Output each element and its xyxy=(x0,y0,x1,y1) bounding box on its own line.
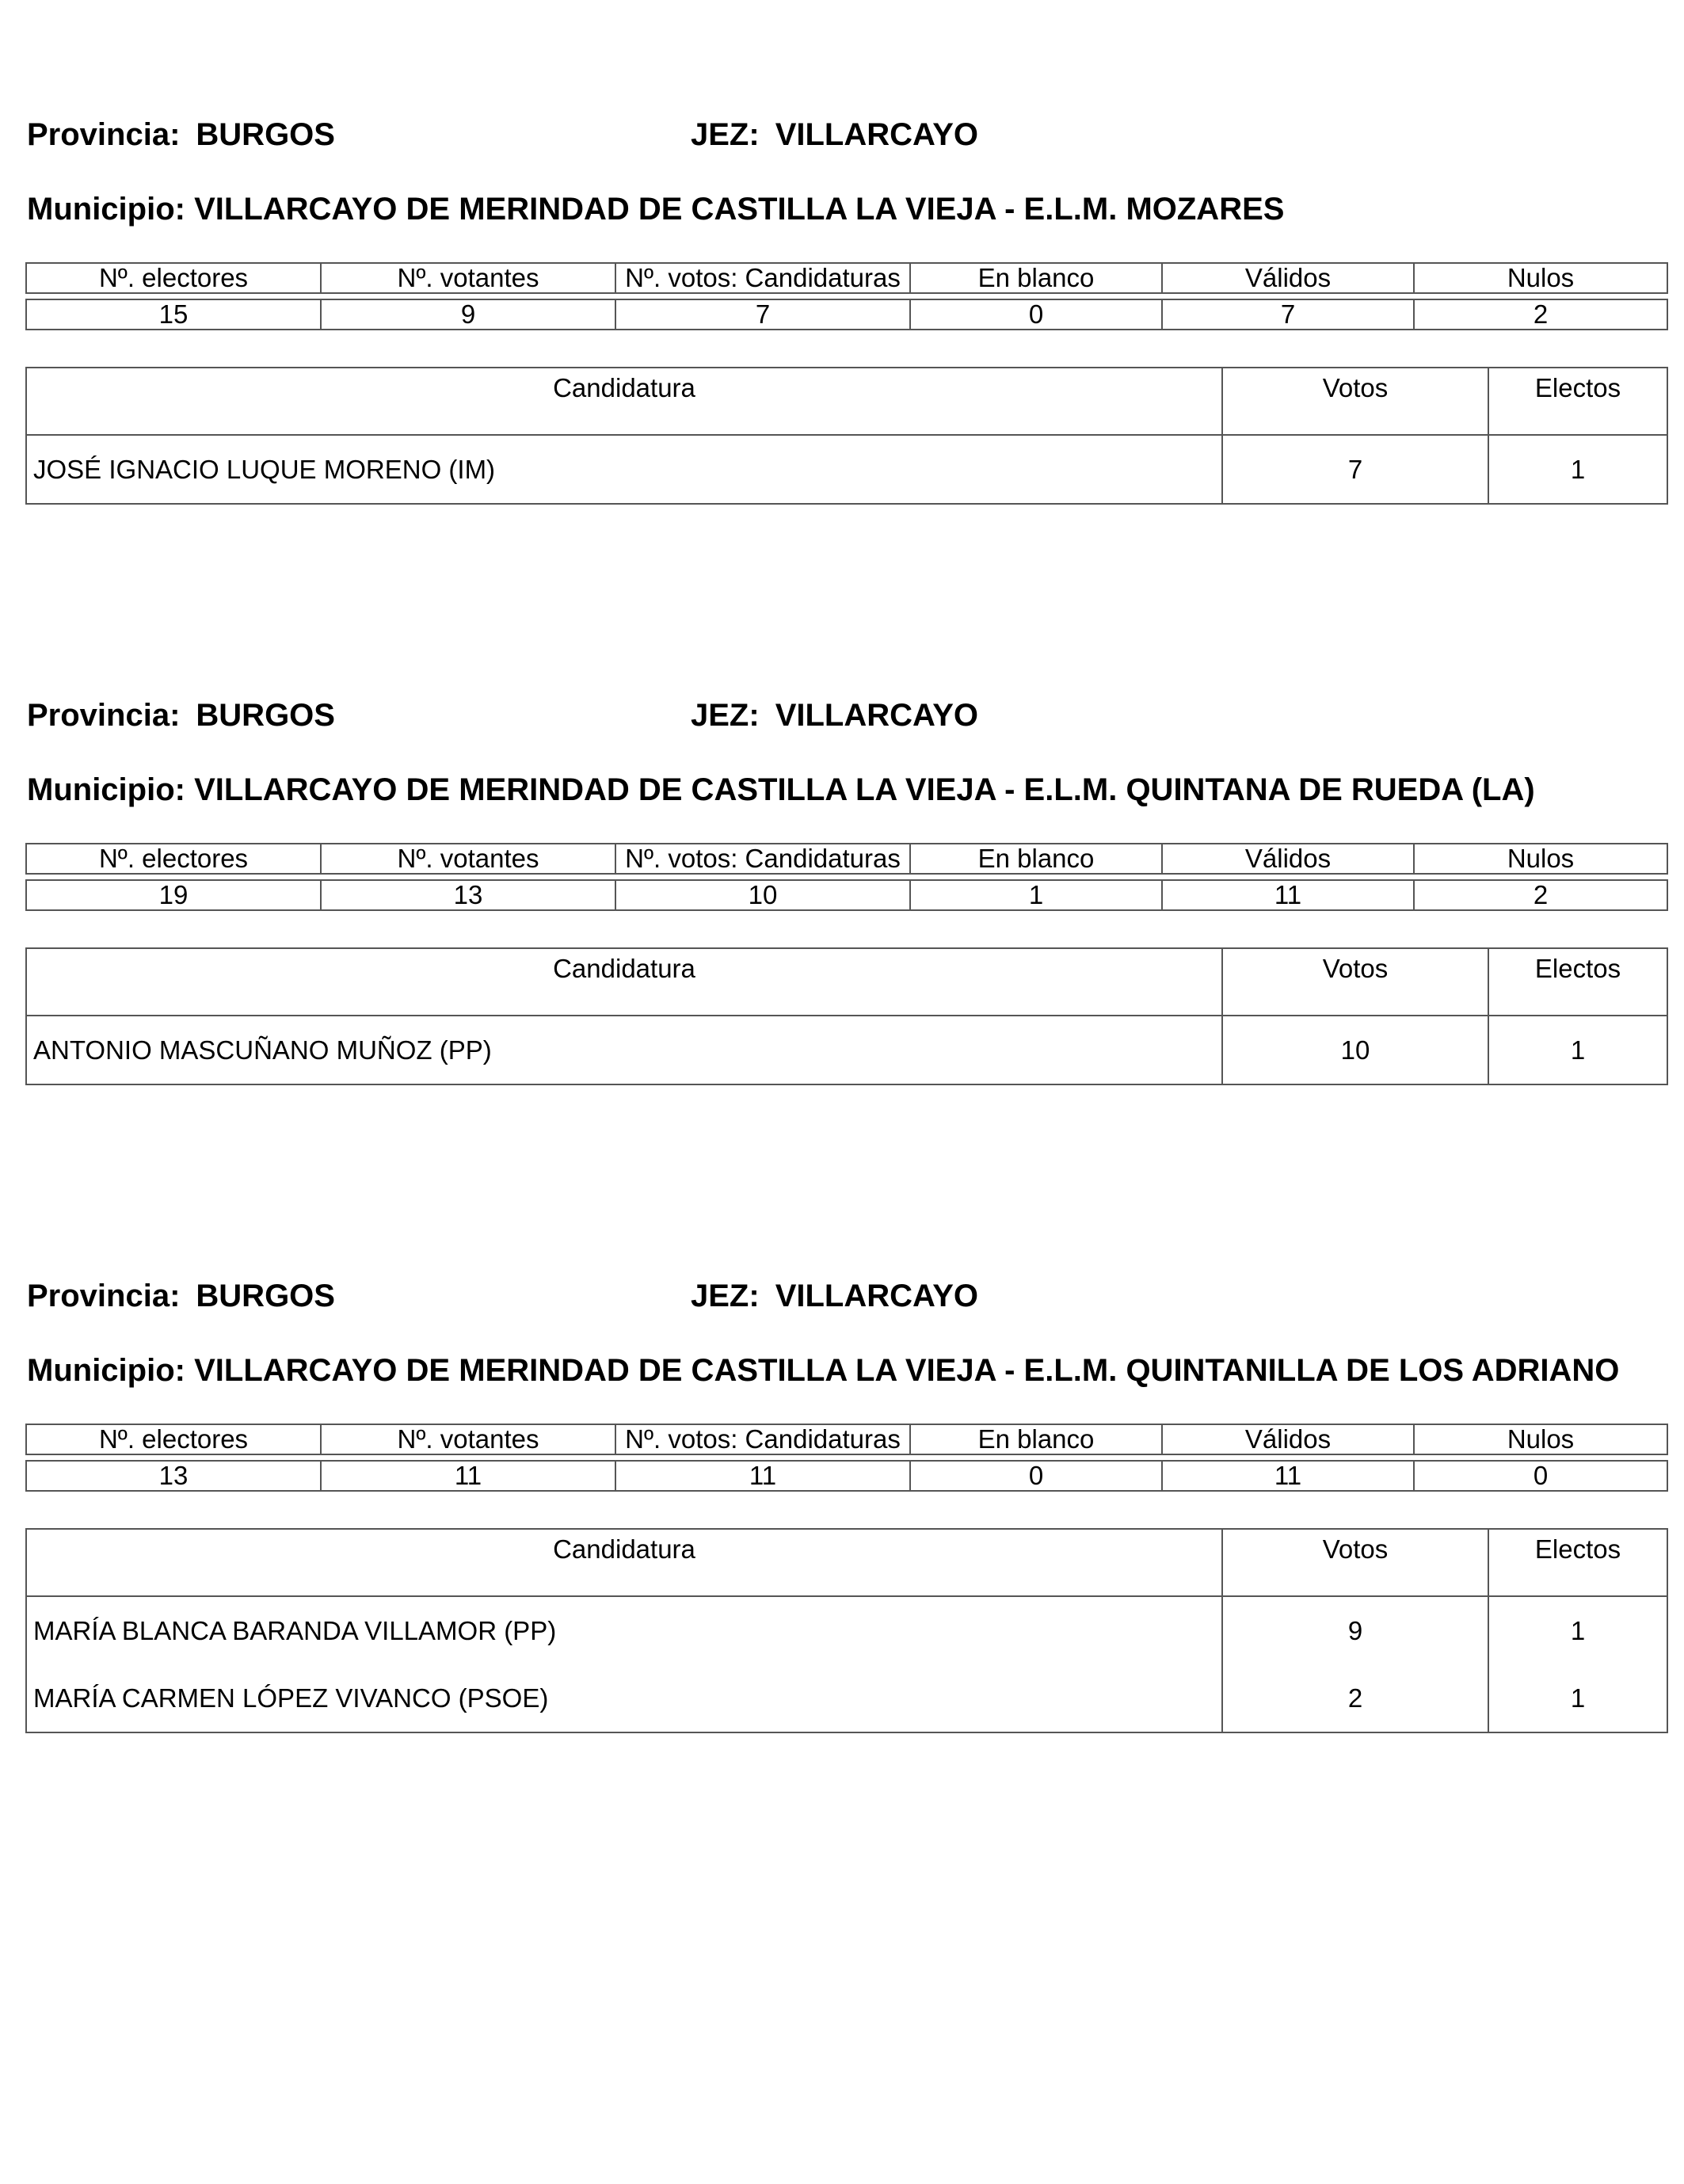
stats-value: 13 xyxy=(26,1461,321,1491)
stats-value: 11 xyxy=(321,1461,615,1491)
candidate-name: MARÍA CARMEN LÓPEZ VIVANCO (PSOE) xyxy=(26,1664,1222,1732)
candidate-votos: 7 xyxy=(1222,435,1488,504)
candidatura-header: Candidatura xyxy=(26,1529,1222,1596)
stats-header: Nº. votantes xyxy=(321,844,615,874)
stats-header: Válidos xyxy=(1162,844,1414,874)
stats-header: Nulos xyxy=(1414,263,1667,293)
candidate-electos: 1 xyxy=(1488,435,1667,504)
candidates-table xyxy=(25,1528,1668,1733)
stats-value: 10 xyxy=(615,880,910,910)
candidate-name: ANTONIO MASCUÑANO MUÑOZ (PP) xyxy=(26,1016,1222,1084)
municipio-label: Municipio: xyxy=(27,1353,185,1388)
candidate-row xyxy=(26,1664,1667,1732)
municipio-label: Municipio: xyxy=(27,772,185,807)
stats-header: Nº. votos: Candidaturas xyxy=(615,844,910,874)
stats-value: 9 xyxy=(321,299,615,330)
jez-label: JEZ: xyxy=(691,117,760,152)
candidates-header-row xyxy=(26,1529,1667,1596)
votos-header: Votos xyxy=(1222,948,1488,1016)
candidates-header-row xyxy=(26,368,1667,435)
stats-header: Nº. electores xyxy=(26,263,321,293)
candidate-name: JOSÉ IGNACIO LUQUE MORENO (IM) xyxy=(26,435,1222,504)
electos-header: Electos xyxy=(1488,368,1667,435)
stats-table xyxy=(25,1424,1668,1492)
electos-header: Electos xyxy=(1488,948,1667,1016)
provincia-value: BURGOS xyxy=(196,698,335,733)
candidate-name: MARÍA BLANCA BARANDA VILLAMOR (PP) xyxy=(26,1596,1222,1664)
candidatura-header: Candidatura xyxy=(26,368,1222,435)
stats-header: Válidos xyxy=(1162,263,1414,293)
municipio-value: VILLARCAYO DE MERINDAD DE CASTILLA LA VIEJA - E.L.M. QUINTANILLA DE LOS ADRIANO xyxy=(194,1353,1620,1388)
election-block-3 xyxy=(25,1276,1667,1733)
stats-value: 7 xyxy=(1162,299,1414,330)
stats-header: Nº. electores xyxy=(26,1424,321,1454)
candidate-electos: 1 xyxy=(1488,1596,1667,1664)
stats-value: 13 xyxy=(321,880,615,910)
stats-value: 15 xyxy=(26,299,321,330)
provincia-label: Provincia: xyxy=(27,117,181,152)
candidate-row xyxy=(26,1016,1667,1084)
header-line xyxy=(25,1276,1667,1316)
stats-header-row xyxy=(26,263,1667,293)
candidate-votos: 2 xyxy=(1222,1664,1488,1732)
header-line xyxy=(25,115,1667,154)
candidate-votos: 10 xyxy=(1222,1016,1488,1084)
candidates-header-row xyxy=(26,948,1667,1016)
municipio-value: VILLARCAYO DE MERINDAD DE CASTILLA LA VIEJA - E.L.M. MOZARES xyxy=(194,192,1285,227)
municipio-label: Municipio: xyxy=(27,192,185,227)
stats-header: Nulos xyxy=(1414,1424,1667,1454)
stats-value-row xyxy=(26,880,1667,910)
election-block-2 xyxy=(25,696,1667,1085)
candidate-row xyxy=(26,1596,1667,1664)
stats-value: 11 xyxy=(1162,880,1414,910)
stats-value: 11 xyxy=(1162,1461,1414,1491)
stats-header: Nº. electores xyxy=(26,844,321,874)
provincia-label: Provincia: xyxy=(27,1279,181,1313)
stats-value-row xyxy=(26,1461,1667,1491)
stats-header-row xyxy=(26,844,1667,874)
municipio-line xyxy=(25,189,1684,229)
stats-value: 1 xyxy=(910,880,1162,910)
stats-value: 7 xyxy=(615,299,910,330)
jez-value: VILLARCAYO xyxy=(775,1279,979,1313)
stats-header: Nº. votos: Candidaturas xyxy=(615,1424,910,1454)
votos-header: Votos xyxy=(1222,1529,1488,1596)
stats-value: 2 xyxy=(1414,299,1667,330)
stats-table xyxy=(25,843,1668,911)
stats-header: En blanco xyxy=(910,1424,1162,1454)
candidate-electos: 1 xyxy=(1488,1664,1667,1732)
candidates-table xyxy=(25,947,1668,1085)
provincia-value: BURGOS xyxy=(196,117,335,152)
provincia-value: BURGOS xyxy=(196,1279,335,1313)
stats-value-row xyxy=(26,299,1667,330)
candidatura-header: Candidatura xyxy=(26,948,1222,1016)
stats-header: Válidos xyxy=(1162,1424,1414,1454)
stats-header: Nº. votantes xyxy=(321,1424,615,1454)
municipio-line xyxy=(25,770,1684,810)
stats-value: 19 xyxy=(26,880,321,910)
jez-value: VILLARCAYO xyxy=(775,698,979,733)
stats-value: 0 xyxy=(910,299,1162,330)
header-line xyxy=(25,696,1667,735)
candidate-electos: 1 xyxy=(1488,1016,1667,1084)
stats-header-row xyxy=(26,1424,1667,1454)
stats-header: Nº. votos: Candidaturas xyxy=(615,263,910,293)
stats-value: 11 xyxy=(615,1461,910,1491)
stats-value: 0 xyxy=(910,1461,1162,1491)
stats-header: En blanco xyxy=(910,263,1162,293)
stats-header: Nº. votantes xyxy=(321,263,615,293)
election-block-1 xyxy=(25,115,1667,505)
stats-header: En blanco xyxy=(910,844,1162,874)
stats-table xyxy=(25,262,1668,330)
jez-label: JEZ: xyxy=(691,1279,760,1313)
municipio-value: VILLARCAYO DE MERINDAD DE CASTILLA LA VIEJA - E.L.M. QUINTANA DE RUEDA (LA) xyxy=(194,772,1535,807)
provincia-label: Provincia: xyxy=(27,698,181,733)
candidates-table xyxy=(25,367,1668,505)
stats-value: 2 xyxy=(1414,880,1667,910)
municipio-line xyxy=(25,1351,1684,1390)
stats-header: Nulos xyxy=(1414,844,1667,874)
candidate-votos: 9 xyxy=(1222,1596,1488,1664)
candidate-row xyxy=(26,435,1667,504)
electos-header: Electos xyxy=(1488,1529,1667,1596)
votos-header: Votos xyxy=(1222,368,1488,435)
stats-value: 0 xyxy=(1414,1461,1667,1491)
jez-label: JEZ: xyxy=(691,698,760,733)
jez-value: VILLARCAYO xyxy=(775,117,979,152)
